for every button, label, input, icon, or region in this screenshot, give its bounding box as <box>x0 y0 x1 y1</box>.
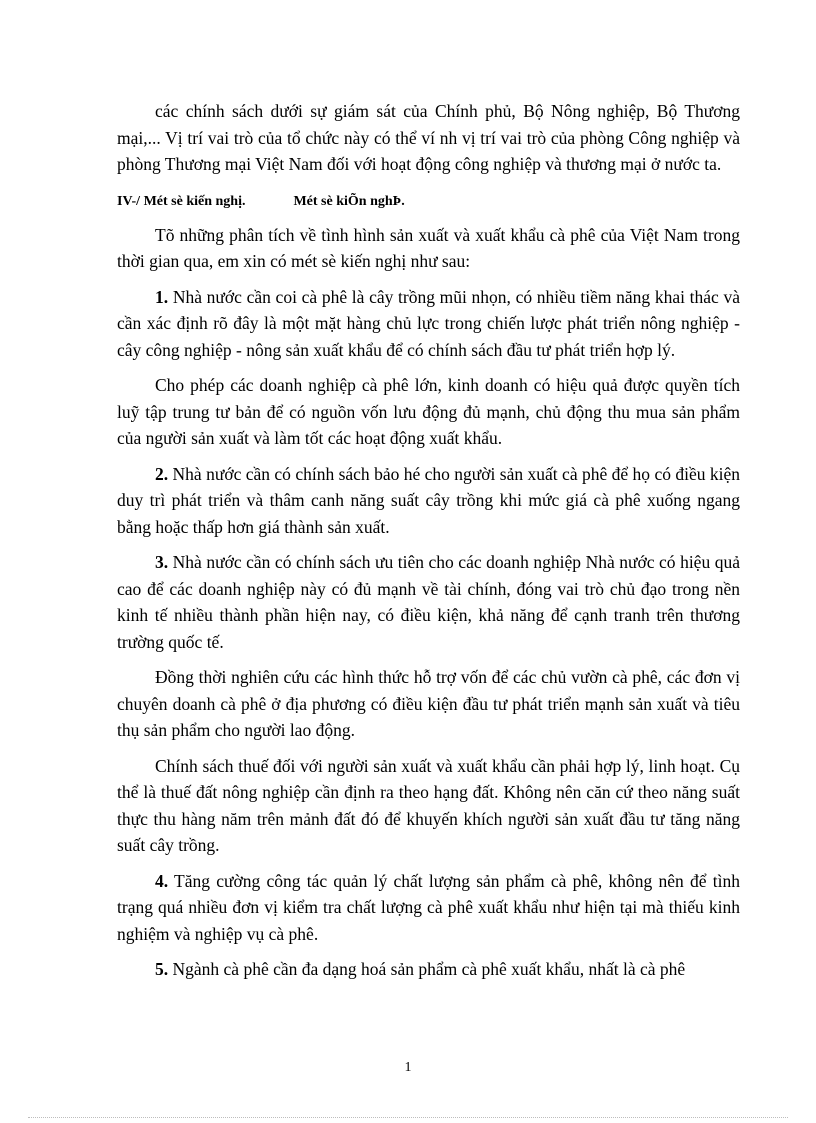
recommendation-number: 3. <box>155 552 169 572</box>
section-heading-duplicate: Mét sè kiÕn nghÞ. <box>293 193 405 209</box>
page-number: 1 <box>404 1060 412 1075</box>
recommendation-text: Nhà nước cần có chính sách bảo hé cho người sản xuất cà phê để họ có điều kiện duy trì phát triển và thâm canh năng suất cây trồng khi mức giá cà phê xuống ngang bằng hoặc thấp hơn giá thành sản xuất. <box>117 463 741 537</box>
recommendation-text: Tăng cường công tác quản lý chất lượng sản phẩm cà phê, không nên để tình trạng quá nhiều đơn vị kiểm tra chất lượng cà phê xuất khẩu như hiện tại mà thiếu kinh nghiệm và nghiệp vụ cà phê. <box>117 870 740 944</box>
page-body <box>117 98 740 983</box>
paragraph-intro: các chính sách dưới sự giám sát của Chính phủ, Bộ Nông nghiệp, Bộ Thương mại,... Vị trí vai trò của tổ chức này có thể ví nh vị trí vai trò của phòng Công nghiệp và phòng Thương mại Việt Nam đối với hoạt động công nghiệp và thương mại ở nước ta. <box>117 101 740 174</box>
recommendation-number: 5. <box>155 959 169 979</box>
recommendation-number: 1. <box>155 286 169 307</box>
section-heading-title: IV-/ Mét sè kiến nghị. <box>117 193 246 209</box>
paragraph-tax: Chính sách thuế đối với người sản xuất và xuất khẩu cần phải hợp lý, linh hoạt. Cụ thể là thuế đất nông nghiệp cần định ra theo hạng đất. Không nên căn cứ theo năng suất thực thu hàng năm trên mảnh đất đó để khuyến khích người sản xuất đầu tư tăng năng suất cây trồng. <box>117 755 740 855</box>
recommendation-number: 2. <box>155 463 169 484</box>
recommendation-5 <box>117 956 740 983</box>
recommendation-number: 4. <box>155 870 169 891</box>
paragraph-support: Đồng thời nghiên cứu các hình thức hỗ trợ vốn để các chủ vườn cà phê, các đơn vị chuyên doanh cà phê ở địa phương có điều kiện đầu tư phát triển mạnh sản xuất và tiêu thụ sản phẩm cho người lao động. <box>117 667 740 740</box>
section-heading <box>117 192 740 212</box>
paragraph-capital: Cho phép các doanh nghiệp cà phê lớn, kinh doanh có hiệu quả được quyền tích luỹ tập trung tư bản để có nguồn vốn lưu động đủ mạnh, chủ động thu mua sản phẩm của người sản xuất và làm tốt các hoạt động xuất khẩu. <box>117 375 740 448</box>
recommendation-text: Nhà nước cần coi cà phê là cây trồng mũi nhọn, có nhiều tiềm năng khai thác và cần xác định rõ đây là một mặt hàng chủ lực trong chiến lược phát triển nông nghiệp - cây công nghiệp - nông sản xuất khẩu để có chính sách đầu tư phát triển hợp lý. <box>117 286 740 360</box>
recommendation-2 <box>117 461 740 541</box>
recommendation-text: Ngành cà phê cần đa dạng hoá sản phẩm cà phê xuất khẩu, nhất là cà phê <box>172 959 686 979</box>
recommendation-text: Nhà nước cần có chính sách ưu tiên cho các doanh nghiệp Nhà nước có hiệu quả cao để các doanh nghiệp này có đủ mạnh về tài chính, đóng vai trò chủ đạo trong nền kinh tế nhiều thành phần hiện nay, có điều kiện, khả năng để cạnh tranh trên thương trường quốc tế. <box>117 552 740 652</box>
recommendation-4 <box>117 868 740 948</box>
page-bottom-divider <box>28 1117 788 1118</box>
recommendation-3 <box>117 549 740 655</box>
recommendation-1 <box>117 284 740 364</box>
paragraph-lead: Tõ những phân tích về tình hình sản xuất và xuất khẩu cà phê của Việt Nam trong thời gian qua, em xin có mét sè kiến nghị như sau: <box>117 224 740 271</box>
